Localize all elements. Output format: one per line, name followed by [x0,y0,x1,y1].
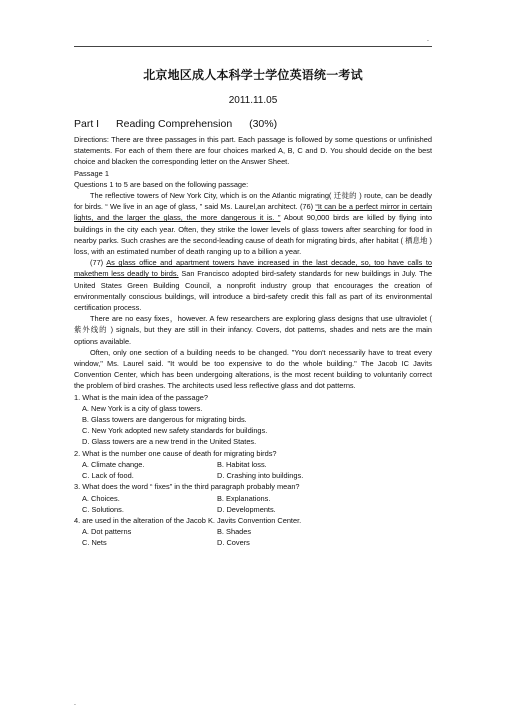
p1-d: ) loss, with an estimated number of death ranging up to a billion a year. [74,235,432,257]
option[interactable]: D. Covers [217,538,250,548]
question-3 [74,481,432,515]
footer-dot: . [74,700,76,707]
part-heading [74,118,432,130]
option[interactable]: B. Glass towers are dangerous for migrating birds. [82,415,247,425]
passage-label: Passage 1 [74,168,109,178]
questions-intro: Questions 1 to 5 are based on the following passage: [74,179,249,189]
option[interactable]: A. Dot patterns [82,527,132,537]
option[interactable]: B. Shades [217,527,252,537]
directions: Directions: There are three passages in this part. Each passage is followed by some questions or unfinished statements. For each of them there are four choices marked A, B, C and D. You should decide on the best choice and blacken the corresponding letter on the Answer Sheet. [74,135,432,167]
part-name: Reading Comprehension [116,118,233,130]
p3-b: ) signals, but they are still in their infancy. Covers, dot patterns, shades and nets are the main options available. [74,325,432,346]
part-weight: (30%) [249,118,278,130]
exam-title: 北京地区成人本科学士学位英语统一考试 [143,68,363,82]
option-row [74,459,432,470]
exam-date: 2011.11.05 [228,95,278,106]
option[interactable]: D. Crashing into buildings. [217,471,304,481]
option-row [74,526,432,537]
p1-gloss-migrating: 迁徙的 [333,191,357,201]
option[interactable]: B. Explanations. [217,493,271,503]
option[interactable]: C. Lack of food. [82,471,134,481]
paragraph-4: Often, only one section of a building needs to be changed. "You don't necessarily have to treat every window," Ms. Laurel said. "It would be too expensive to do the whole building." The Jacob IC Javits Convention Center, which has been undergoing alterations, is the most recent building to voluntarily correct the problem of bird crashes. The architects used less reflective glass and dot patterns. [74,347,432,391]
question-4 [74,515,432,549]
p1-c: About 90,000 birds are killed by flying into buildings in the city each year. Often, they strike the lower levels of glass towers after searching for food in nearby parks. Such crashes are the second-leading cause of death for migrating birds, after habitat ( [74,213,433,245]
option-row [74,470,432,481]
question-text: 1. What is the main idea of the passage? [74,392,208,402]
option[interactable]: C. New York adopted new safety standards for buildings. [82,426,268,436]
p1-gloss-habitat: 栖息地 [405,235,428,245]
option-row [74,537,432,548]
p2-b: San Francisco adopted bird-safety standards for new buildings in July. The United States Green Building Council, a nonprofit industry group that encourages the creation of environmentally conscious buildings, will introduce a bird-safety credit this fall as part of its environmental certification process. [74,269,432,313]
option-row [74,414,432,425]
question-text: 4. are used in the alteration of the Jacob K. Javits Convention Center. [74,515,302,525]
option[interactable]: B. Habitat loss. [217,459,267,469]
header-rule [74,46,432,47]
paragraph-3 [74,313,432,347]
option[interactable]: D. Glass towers are a new trend in the United States. [82,437,257,447]
p1-b: ) route, can be deadly for birds. “ We live in an age of glass, ” said Ms. Laurel,an architect. (76) [74,191,432,212]
option-row [74,425,432,436]
p1-a: The reflective towers of New York City, which is on the Atlantic migrating( [90,191,332,201]
header-dot: . [427,36,429,43]
p2-a: (77) [90,258,107,268]
part-label: Part I [74,118,100,130]
option[interactable]: A. Choices. [82,493,120,503]
question-text: 2. What is the number one cause of death for migrating birds? [74,448,277,458]
p1-underlined-76: “It can be a perfect mirror in certain lights, and the larger the glass, the more dangerous it is. ” [74,202,432,223]
question-1 [74,392,432,448]
option-row [74,493,432,504]
option[interactable]: C. Solutions. [82,504,124,514]
option[interactable]: A. Climate change. [82,459,145,469]
paragraph-2 [74,257,432,313]
option[interactable]: A. New York is a city of glass towers. [82,403,203,413]
question-text: 3. What does the word “ fixes” in the third paragraph probably mean? [74,482,300,492]
option-row [74,436,432,447]
p2-underlined-77: As glass office and apartment towers have increased in the last decade, so, too have calls to makethem less deadly to birds. [74,258,432,279]
option[interactable]: D. Developments. [217,504,276,514]
option-row [74,403,432,414]
paragraph-1 [74,190,432,257]
option[interactable]: C. Nets [82,538,107,548]
question-2 [74,448,432,482]
p3-a: There are no easy fixes，however. A few researchers are exploring glass designs that use ultraviolet ( [90,314,432,324]
option-row [74,504,432,515]
p3-gloss-ultraviolet: 紫外线的 [74,325,108,335]
exam-page [74,66,432,549]
